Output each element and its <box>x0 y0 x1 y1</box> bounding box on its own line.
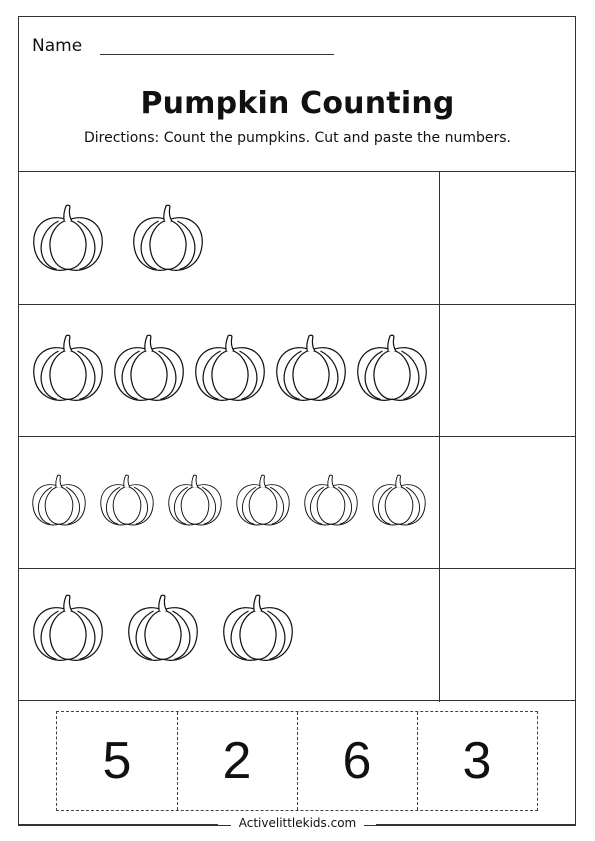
pumpkin-icon <box>273 333 349 409</box>
cut-number-4[interactable]: 3 <box>462 732 492 790</box>
pumpkin-icon <box>30 333 106 409</box>
pumpkin-icon <box>220 593 296 669</box>
pumpkin-icon <box>166 473 224 533</box>
page-title: Pumpkin Counting <box>140 86 455 121</box>
answer-column-divider <box>439 172 440 702</box>
cut-number-3[interactable]: 6 <box>342 732 372 790</box>
pumpkin-icon <box>370 473 428 533</box>
cut-out-number-strip <box>56 711 538 811</box>
pumpkin-icon <box>192 333 268 409</box>
pumpkin-icon <box>302 473 360 533</box>
footer-credit <box>0 816 595 830</box>
footer-text: Activelittlekids.com <box>231 816 365 830</box>
pumpkin-icon <box>30 593 106 669</box>
pumpkin-icon <box>354 333 430 409</box>
name-line <box>100 54 334 55</box>
pumpkin-icon <box>125 593 201 669</box>
pumpkin-icon <box>234 473 292 533</box>
directions-text: Directions: Count the pumpkins. Cut and paste the numbers. <box>83 130 511 146</box>
pumpkin-icon <box>130 203 206 279</box>
cut-number-1[interactable]: 5 <box>102 732 132 790</box>
pumpkin-icon <box>30 473 88 533</box>
pumpkin-icon <box>30 203 106 279</box>
pumpkin-icon <box>111 333 187 409</box>
cut-number-2[interactable]: 2 <box>222 732 252 790</box>
pumpkin-icon <box>98 473 156 533</box>
name-label: Name <box>32 36 83 56</box>
